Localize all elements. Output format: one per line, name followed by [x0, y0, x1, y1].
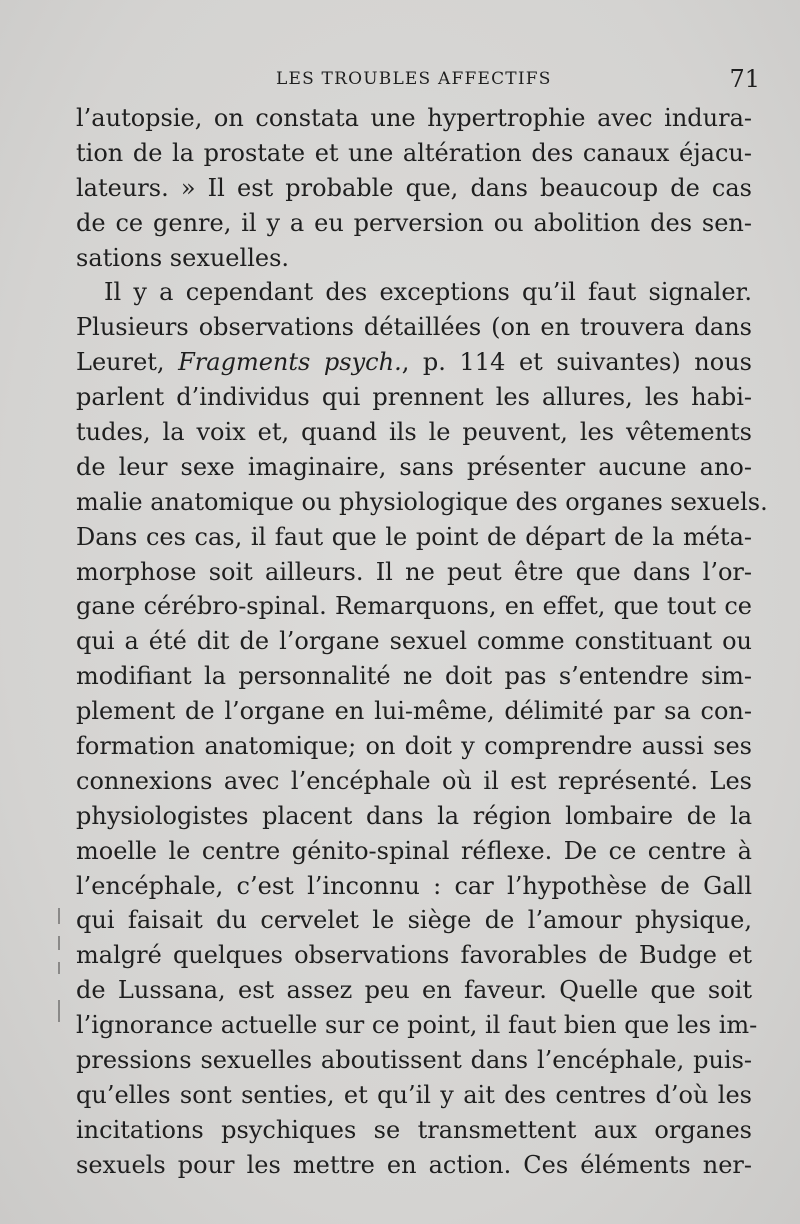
text-line: sexuels pour les mettre en action. Ces éléments ner- [76, 1150, 752, 1179]
text-line: moelle le centre génito-spinal réflexe. De ce centre à [76, 836, 752, 865]
text-line: tion de la prostate et une altération des canaux éjacu- [76, 138, 752, 167]
text-line: l’ignorance actuelle sur ce point, il faut bien que les im- [76, 1011, 758, 1040]
margin-mark [58, 908, 60, 924]
text-line: malgré quelques observations favorables de Budge et [76, 941, 752, 970]
text-line: de Lussana, est assez peu en faveur. Quelle que soit [76, 976, 752, 1005]
citation-title: Fragments psych. [178, 348, 402, 377]
text-line: plement de l’organe en lui-même, délimité par sa con- [76, 697, 752, 726]
paragraph-1 [76, 101, 752, 275]
text-line: Il y a cependant des exceptions qu’il faut signaler. [104, 278, 752, 307]
text-line: qui faisait du cervelet le siège de l’amour physique, [76, 906, 752, 935]
margin-mark [58, 1000, 60, 1022]
text-line: malie anatomique ou physiologique des organes sexuels. [76, 487, 768, 516]
text-line: pressions sexuelles aboutissent dans l’encéphale, puis- [76, 1046, 752, 1075]
text-line: Dans ces cas, il faut que le point de départ de la méta- [76, 522, 752, 551]
text-line: sations sexuelles. [76, 243, 290, 272]
text-line: connexions avec l’encéphale où il est représenté. Les [76, 766, 752, 795]
text-line: Plusieurs observations détaillées (on en trouvera dans [76, 313, 752, 342]
text-line: l’encéphale, c’est l’inconnu : car l’hypothèse de Gall [76, 871, 752, 900]
text-line: de leur sexe imaginaire, sans présenter aucune ano- [76, 452, 752, 481]
text-line: parlent d’individus qui prennent les allures, les habi- [76, 383, 752, 412]
text-line: morphose soit ailleurs. Il ne peut être que dans l’or- [76, 557, 752, 586]
text-line: incitations psychiques se transmettent aux organes [76, 1115, 752, 1144]
body-text [76, 101, 768, 1183]
text-line: modifiant la personnalité ne doit pas s’entendre sim- [76, 662, 752, 691]
text-line: formation anatomique; on doit y comprendre aussi ses [76, 732, 752, 761]
page-number: 71 [729, 65, 760, 93]
text-line: qui a été dit de l’organe sexuel comme constituant ou [76, 627, 752, 656]
text-line: tudes, la voix et, quand ils le peuvent, les vêtements [76, 418, 752, 447]
text-line: physiologistes placent dans la région lombaire de la [76, 801, 752, 830]
margin-mark [58, 936, 60, 950]
text-line: lateurs. » Il est probable que, dans beaucoup de cas [76, 173, 752, 202]
text-line: qu’elles sont senties, et qu’il y ait des centres d’où les [76, 1080, 752, 1109]
text-line-with-citation [76, 345, 752, 380]
paragraph-2 [76, 275, 768, 1182]
running-head [78, 64, 760, 94]
text-line: gane cérébro-spinal. Remarquons, en effet, que tout ce [76, 592, 752, 621]
citation-pages: , p. 114 et suivantes) nous [401, 348, 752, 377]
margin-mark [58, 962, 60, 974]
citation-author: Leuret, [76, 348, 179, 377]
text-line: de ce genre, il y a eu perversion ou abolition des sen- [76, 208, 752, 237]
text-line: l’autopsie, on constata une hypertrophie avec indura- [76, 104, 752, 132]
running-title: LES TROUBLES AFFECTIFS [276, 69, 552, 89]
